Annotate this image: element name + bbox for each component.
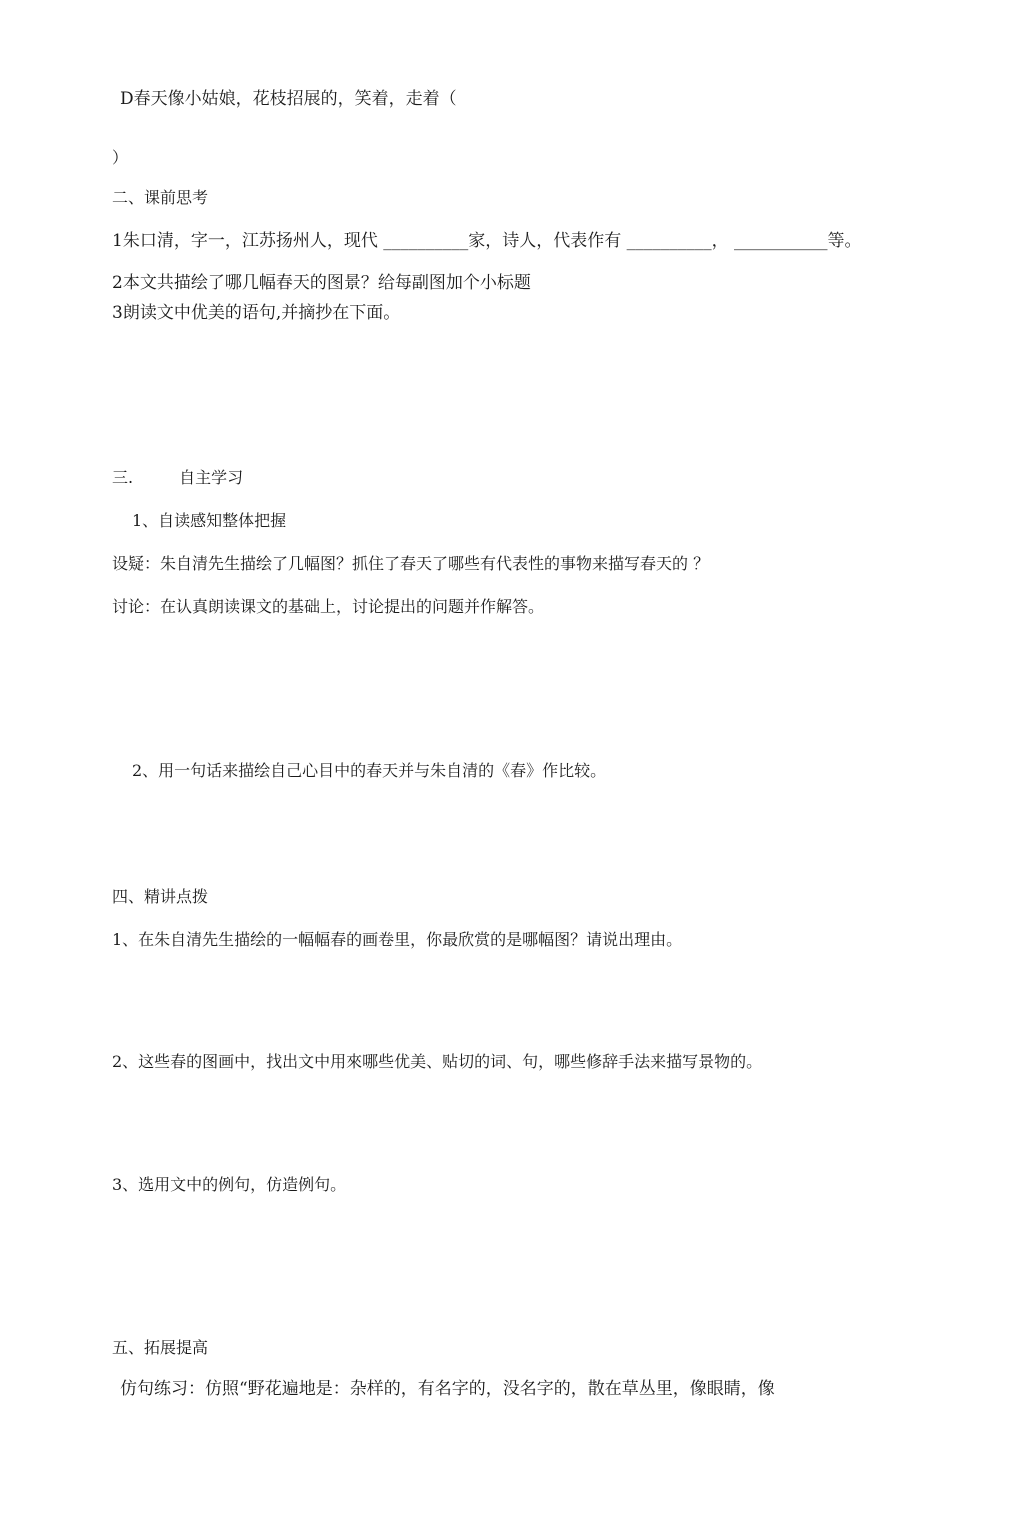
option-d-text: D春天像小姑娘，花枝招展的，笑着，走着（ [120, 89, 457, 109]
section-3-title: 自主学习 [179, 468, 244, 487]
section-2-heading: 二、课前思考 [112, 188, 209, 207]
section-3-number: 三. [112, 468, 134, 487]
section-4-question-3: 3、选用文中的例句，仿造例句。 [112, 1175, 347, 1194]
section-5-practice: 仿句练习：仿照“野花遍地是：杂样的，有名字的，没名字的，散在草丛里，像眼睛，像 [120, 1379, 775, 1399]
section-5-heading: 五、拓展提高 [112, 1338, 209, 1357]
question-2-2: 2本文共描绘了哪几幅春天的图景？给每副图加个小标题 [112, 273, 531, 293]
section-3-discussion: 讨论：在认真朗读课文的基础上，讨论提出的问题并作解答。 [112, 597, 545, 616]
section-3-item-1: 1、自读感知整体把握 [132, 511, 287, 530]
section-4-heading: 四、精讲点拨 [112, 887, 209, 906]
section-4-question-2: 2、这些春的图画中，找出文中用來哪些优美、贴切的词、句，哪些修辞手法来描写景物的。 [112, 1052, 763, 1071]
section-3-heading [112, 467, 243, 489]
question-2-1: 1朱口清，字一，江苏扬州人，现代 __________家，诗人，代表作有 __________， ___________等。 [112, 231, 862, 251]
question-2-3: 3朗读文中优美的语句,并摘抄在下面。 [112, 303, 401, 323]
section-3-item-2: 2、用一句话来描绘自己心目中的春天并与朱自清的《春》作比较。 [132, 761, 607, 780]
section-3-doubt: 设疑：朱自清先生描绘了几幅图？抓住了春天了哪些有代表性的事物来描写春天的 ？ [112, 554, 710, 573]
close-paren-text: ） [112, 148, 129, 167]
section-4-question-1: 1、在朱自清先生描绘的一幅幅春的画卷里，你最欣赏的是哪幅图？请说出理由。 [112, 930, 683, 949]
